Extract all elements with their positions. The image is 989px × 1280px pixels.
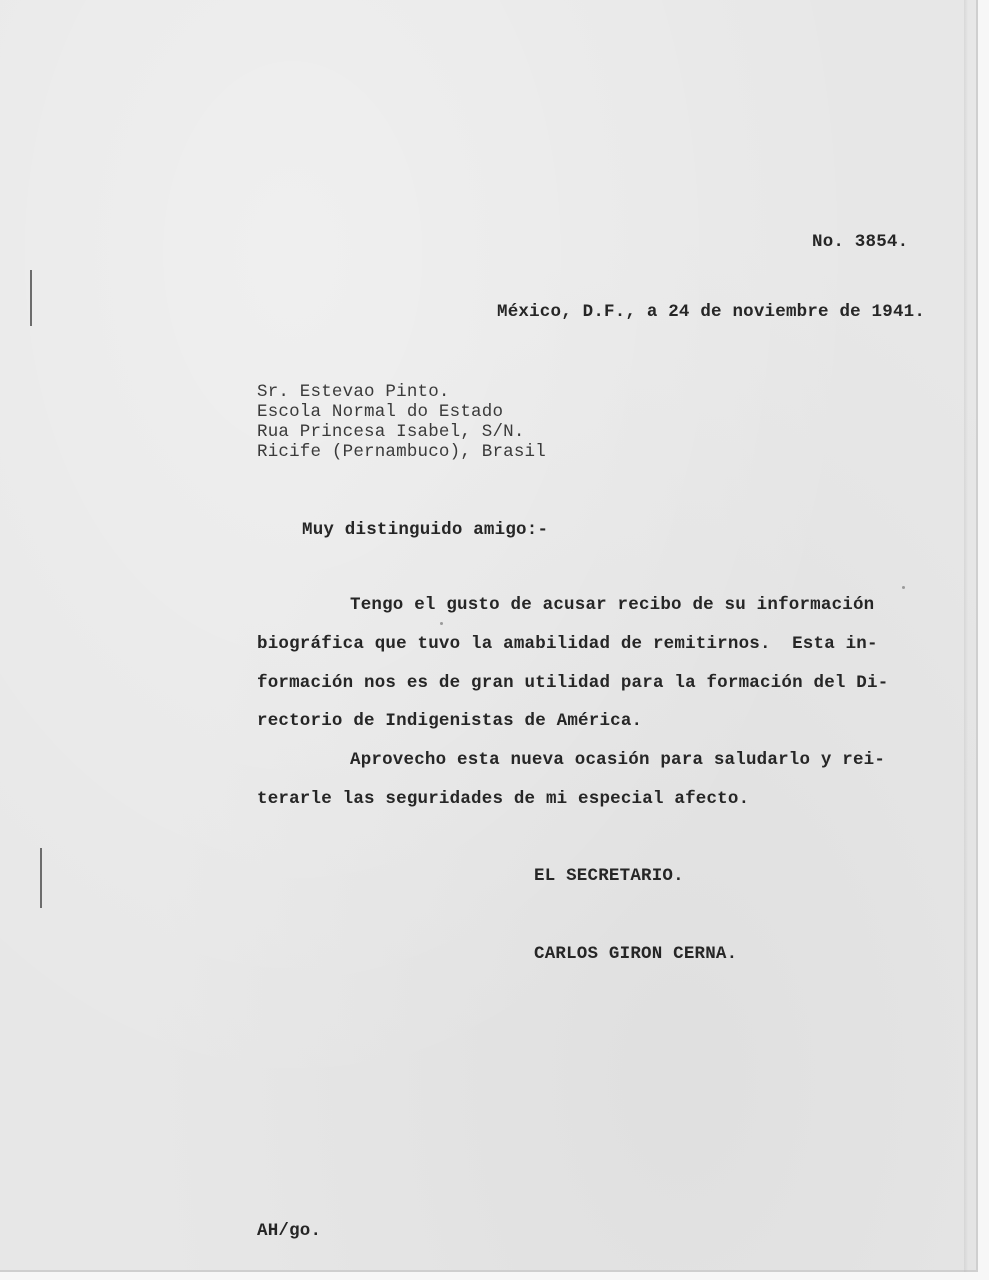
typist-initials: AH/go.: [257, 1221, 322, 1241]
recipient-street: Rua Princesa Isabel, S/N.: [257, 422, 525, 442]
signatory-name: CARLOS GIRON CERNA.: [534, 944, 738, 964]
salutation: Muy distinguido amigo:-: [302, 520, 549, 540]
body-line: biográfica que tuvo la amabilidad de remitirnos. Esta in-: [257, 634, 878, 654]
letter-number: No. 3854.: [812, 232, 909, 252]
body-line: Aprovecho esta nueva ocasión para saludarlo y rei-: [350, 750, 886, 770]
page-edge-shadow: [964, 0, 968, 1272]
body-line: formación nos es de gran utilidad para la formación del Di-: [257, 673, 889, 693]
recipient-name: Sr. Estevao Pinto.: [257, 382, 450, 402]
place-and-date: México, D.F., a 24 de noviembre de 1941.: [497, 302, 926, 322]
body-line: rectorio de Indigenistas de América.: [257, 711, 643, 731]
body-line: Tengo el gusto de acusar recibo de su información: [350, 595, 875, 615]
recipient-city: Ricife (Pernambuco), Brasil: [257, 442, 546, 462]
punch-mark-bottom: [40, 848, 42, 908]
body-line: terarle las seguridades de mi especial afecto.: [257, 789, 750, 809]
paper-speck: [440, 622, 443, 625]
recipient-institution: Escola Normal do Estado: [257, 402, 504, 422]
closing-title: EL SECRETARIO.: [534, 866, 684, 886]
paper-speck: [902, 586, 905, 589]
punch-mark-top: [30, 270, 32, 326]
